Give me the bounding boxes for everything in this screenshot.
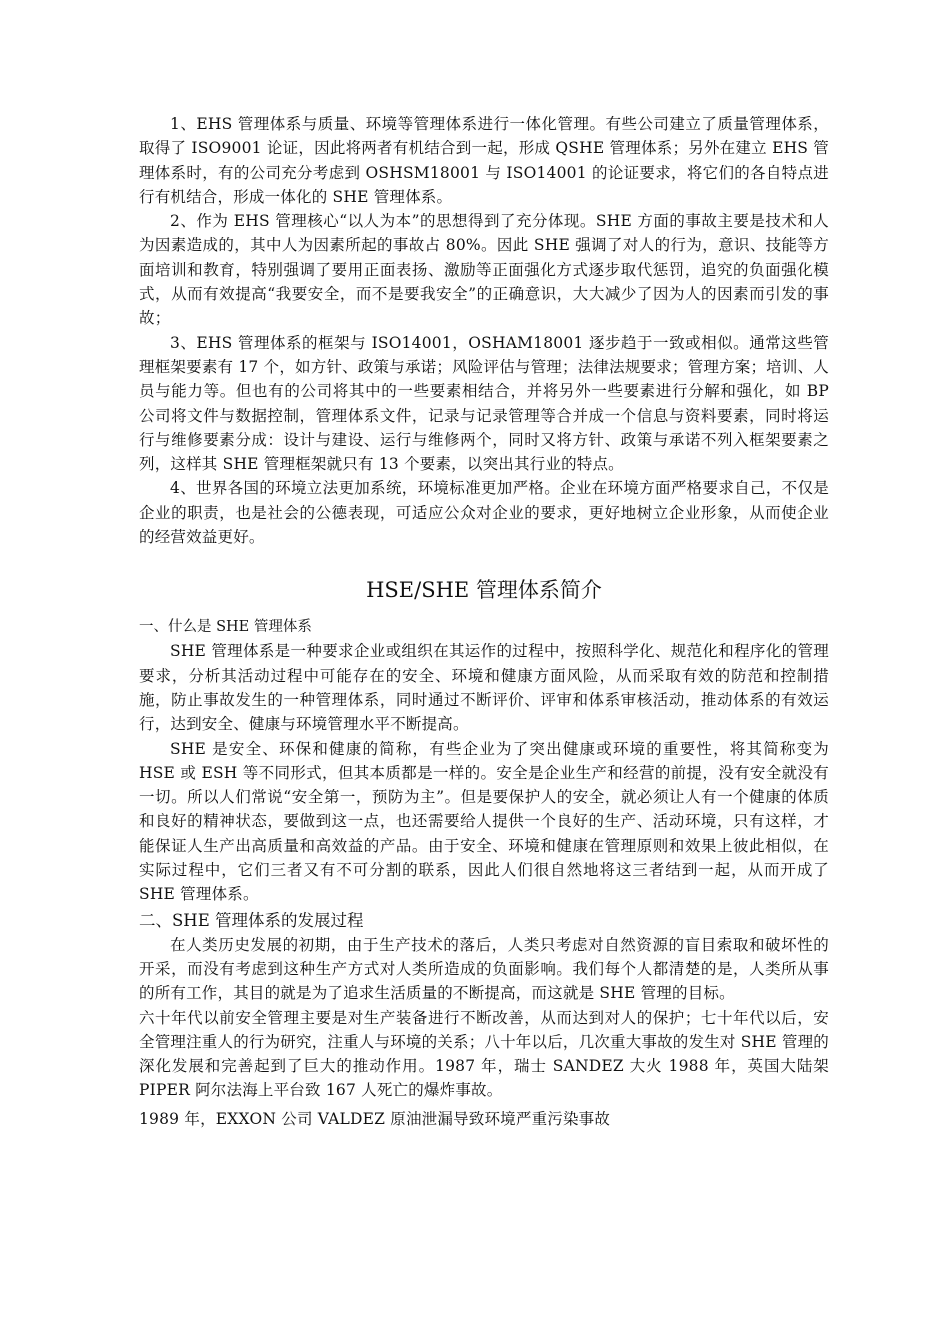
section-2-paragraph: 在人类历史发展的初期，由于生产技术的落后，人类只考虑对自然资源的盲目索取和破坏性的开采，而没有考虑到这种生产方式对人类所造成的负面影响。我们每个人都清楚的是，人类所从事的所有工作，其目的就是为了追求生活质量的不断提高，而这就是 SHE 管理的目标。: [139, 935, 829, 1003]
section-1-heading: 一、什么是 SHE 管理体系: [139, 619, 312, 636]
intro-paragraph-2: 2、作为 EHS 管理核心“以人为本”的思想得到了充分体现。SHE 方面的事故主要是技术和人为因素造成的，其中人为因素所起的事故占 80%。因此 SHE 强调了对人的行为，意识、技能等方面培训和教育，特别强调了要用正面表扬、激励等正面强化方式逐步取代惩罚，追究的负面强化模式，从而有效提高“我要安全，而不是要我安全”的正确意识，大大减少了因为人的因素而引发的事故；: [139, 212, 829, 328]
section-1-paragraph-1: SHE 管理体系是一种要求企业或组织在其运作的过程中，按照科学化、规范化和程序化的管理要求，分析其活动过程中可能存在的安全、环境和健康方面风险，从而采取有效的防范和控制措施，防止事故发生的一种管理体系，同时通过不断评价、评审和体系审核活动，推动体系的有效运行，达到安全、健康与环境管理水平不断提高。: [139, 642, 829, 734]
document-title: HSE/SHE 管理体系简介: [366, 578, 602, 603]
section-1-paragraph-2: SHE 是安全、环保和健康的简称，有些企业为了突出健康或环境的重要性，将其简称变为 HSE 或 ESH 等不同形式，但其本质都是一样的。安全是企业生产和经营的前提，没有安全就没有一切。所以人们常说“安全第一，预防为主”。但是要保护人的安全，就必须让人有一个健康的体质和良好的精神状态，要做到这一点，也还需要给人提供一个良好的生产、活动环境，只有这样，才能保证人生产出高质量和高效益的产品。由于安全、环境和健康在管理原则和效果上彼此相似，在实际过程中，它们三者又有不可分割的联系，因此人们很自然地将这三者结到一起，从而开成了 SHE 管理体系。: [139, 739, 829, 904]
history-paragraph: 六十年代以前安全管理主要是对生产装备进行不断改善，从而达到对人的保护；七十年代以后，安全管理注重人的行为研究，注重人与环境的关系；八十年以后，几次重大事故的发生对 SHE 管理的深化发展和完善起到了巨大的推动作用。1987 年，瑞士 SANDEZ 大火 1988 年，英国大陆架 PIPER 阿尔法海上平台致 167 人死亡的爆炸事故。: [139, 1008, 830, 1100]
intro-paragraph-3: 3、EHS 管理体系的框架与 ISO14001，OSHAM18001 逐步趋于一致或相似。通常这些管理框架要素有 17 个，如方针、政策与承诺；风险评估与管理；法律法规要求；管理方案；培训、人员与能力等。但也有的公司将其中的一些要素相结合，并将另外一些要素进行分解和强化，如 BP 公司将文件与数据控制，管理体系文件，记录与记录管理等合并成一个信息与资料要素，同时将运行与维修要素分成：设计与建设、运行与维修两个，同时又将方针、政策与承诺不列入框架要素之列，这样其 SHE 管理框架就只有 13 个要素，以突出其行业的特点。: [139, 333, 829, 474]
document-body: [139, 112, 829, 1131]
section-2-heading: 二、SHE 管理体系的发展过程: [139, 910, 364, 930]
intro-paragraph-1: 1、EHS 管理体系与质量、环境等管理体系进行一体化管理。有些公司建立了质量管理体系，取得了 ISO9001 论证，因此将两者有机结合到一起，形成 QSHE 管理体系；另外在建立 EHS 管理体系时，有的公司充分考虑到 OSHSM18001 与 ISO14001 的论证要求，将它们的各自特点进行有机结合，形成一体化的 SHE 管理体系。: [139, 115, 829, 206]
event-1989: 1989 年，EXXON 公司 VALDEZ 原油泄漏导致环境严重污染事故: [139, 1109, 611, 1128]
intro-paragraph-4: 4、世界各国的环境立法更加系统，环境标准更加严格。企业在环境方面严格要求自己，不仅是企业的职责，也是社会的公德表现，可适应公众对企业的要求，更好地树立企业形象，从而使企业的经营效益更好。: [139, 479, 829, 547]
